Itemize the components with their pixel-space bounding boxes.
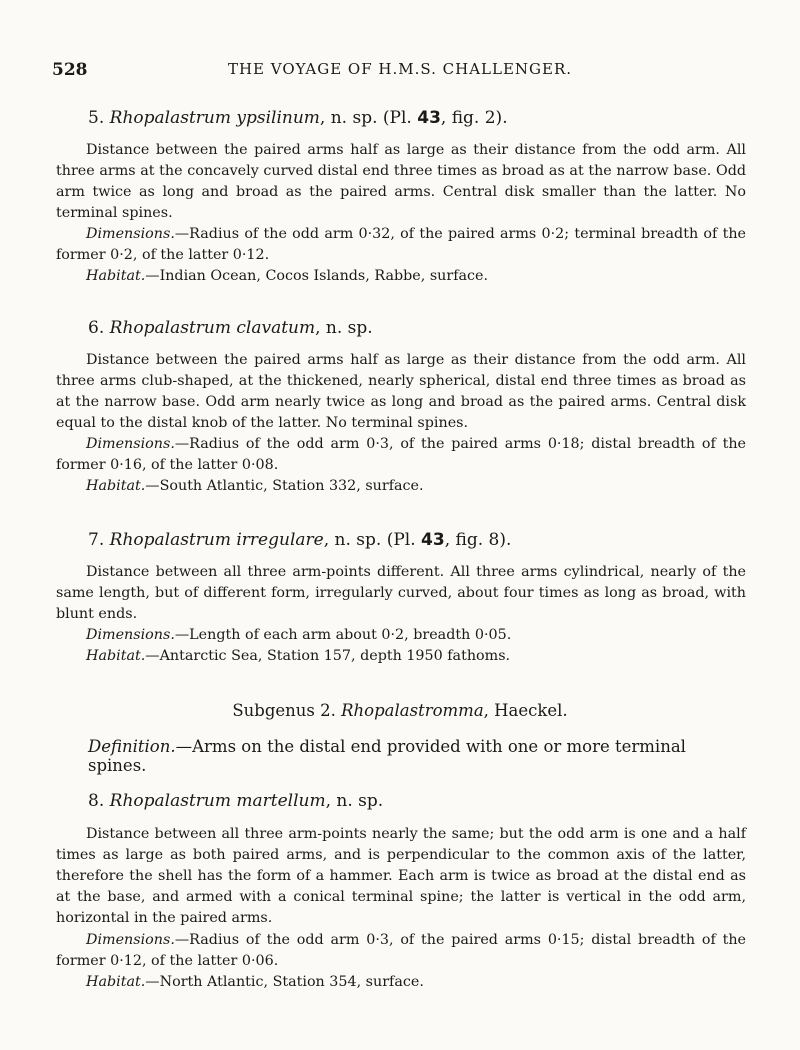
dimensions-label: Dimensions. xyxy=(86,436,175,452)
running-head xyxy=(52,60,748,82)
species-suffix: , n. sp. xyxy=(315,318,373,338)
habitat-label: Habitat. xyxy=(86,268,146,284)
species-number: 6. xyxy=(88,318,105,338)
species-heading-8 xyxy=(88,791,383,811)
species-description-8: Distance between all three arm-points nearly the same; but the odd arm is one and a half times as large as both paired arms, and is perpendicular to the common axis of the latter, therefore the shell has the form of a hammer. Each arm is twice as broad at the distal end as at the base, and armed with a conical terminal spine; the latter is vertical in the odd arm, horizontal in the paired arms. xyxy=(56,826,746,926)
habitat-text: —North Atlantic, Station 354, surface. xyxy=(145,974,424,990)
species-suffix: , n. sp. xyxy=(325,791,384,811)
subgenus-name: Rhopalastromma xyxy=(341,701,484,720)
species-name: Rhopalastrum irregulare xyxy=(109,530,324,550)
species-habitat-6 xyxy=(56,476,746,497)
plate-number: 43 xyxy=(417,108,441,128)
subgenus-definition xyxy=(88,737,746,775)
species-habitat-8 xyxy=(56,972,746,993)
habitat-label: Habitat. xyxy=(86,974,146,990)
species-dimensions-6 xyxy=(56,434,746,476)
plate-prefix: (Pl. xyxy=(377,108,418,128)
species-dimensions-7 xyxy=(56,625,746,646)
habitat-label: Habitat. xyxy=(86,648,146,664)
species-habitat-5 xyxy=(56,266,746,287)
running-title: THE VOYAGE OF H.M.S. CHALLENGER. xyxy=(227,60,573,78)
dimensions-text: —Radius of the odd arm 0·32, of the paired arms 0·2; terminal breadth of the former 0·2, of the latter 0·12. xyxy=(56,226,746,263)
species-name: Rhopalastrum ypsilinum xyxy=(109,108,320,128)
definition-text: —Arms on the distal end provided with one or more terminal spines. xyxy=(88,737,686,775)
dimensions-label: Dimensions. xyxy=(86,627,175,643)
species-number: 8. xyxy=(88,791,105,811)
plate-suffix: , fig. 8). xyxy=(444,530,512,550)
plate-number: 43 xyxy=(421,530,445,550)
plate-prefix: (Pl. xyxy=(381,530,422,550)
dimensions-text: —Radius of the odd arm 0·3, of the paired arms 0·15; distal breadth of the former 0·12, of the latter 0·06. xyxy=(56,932,746,969)
species-number: 5. xyxy=(88,108,105,128)
subgenus-heading xyxy=(0,701,800,720)
species-dimensions-8 xyxy=(56,930,746,972)
species-description-5: Distance between the paired arms half as large as their distance from the odd arm. All three arms at the concavely curved distal end three times as broad as at the narrow base. Odd arm twice as long and broad as the paired arms. Central disk smaller than the latter. No terminal spines. xyxy=(56,142,746,221)
species-name: Rhopalastrum martellum xyxy=(109,791,326,811)
species-suffix: , n. sp. xyxy=(323,530,382,550)
species-name: Rhopalastrum clavatum xyxy=(109,318,316,338)
species-number: 7. xyxy=(88,530,105,550)
dimensions-label: Dimensions. xyxy=(86,226,175,242)
species-dimensions-5 xyxy=(56,224,746,266)
habitat-label: Habitat. xyxy=(86,478,146,494)
dimensions-label: Dimensions. xyxy=(86,932,175,948)
plate-suffix: , fig. 2). xyxy=(440,108,508,128)
dimensions-text: —Radius of the odd arm 0·3, of the paired arms 0·18; distal breadth of the former 0·16, of the latter 0·08. xyxy=(56,436,746,473)
species-suffix: , n. sp. xyxy=(319,108,378,128)
habitat-text: —Indian Ocean, Cocos Islands, Rabbe, surface. xyxy=(145,268,489,284)
species-heading-7 xyxy=(88,530,511,550)
species-description-7: Distance between all three arm-points different. All three arms cylindrical, nearly of the same length, but of different form, irregularly curved, about four times as long as broad, with blunt ends. xyxy=(56,564,746,622)
habitat-text: —Antarctic Sea, Station 157, depth 1950 fathoms. xyxy=(145,648,511,664)
species-heading-5 xyxy=(88,108,508,128)
habitat-text: —South Atlantic, Station 332, surface. xyxy=(145,478,424,494)
definition-label: Definition. xyxy=(88,737,176,756)
page-number: 528 xyxy=(52,60,88,80)
species-description-6: Distance between the paired arms half as large as their distance from the odd arm. All three arms club-shaped, at the thickened, nearly spherical, distal end three times as broad as at the narrow base. Odd arm nearly twice as long and broad as the paired arms. Central disk equal to the distal knob of the latter. No terminal spines. xyxy=(56,352,746,431)
species-habitat-7 xyxy=(56,646,746,667)
subgenus-prefix: Subgenus 2. xyxy=(232,701,342,720)
species-heading-6 xyxy=(88,318,373,338)
subgenus-suffix: , Haeckel. xyxy=(483,701,568,720)
dimensions-text: —Length of each arm about 0·2, breadth 0·05. xyxy=(174,627,512,643)
